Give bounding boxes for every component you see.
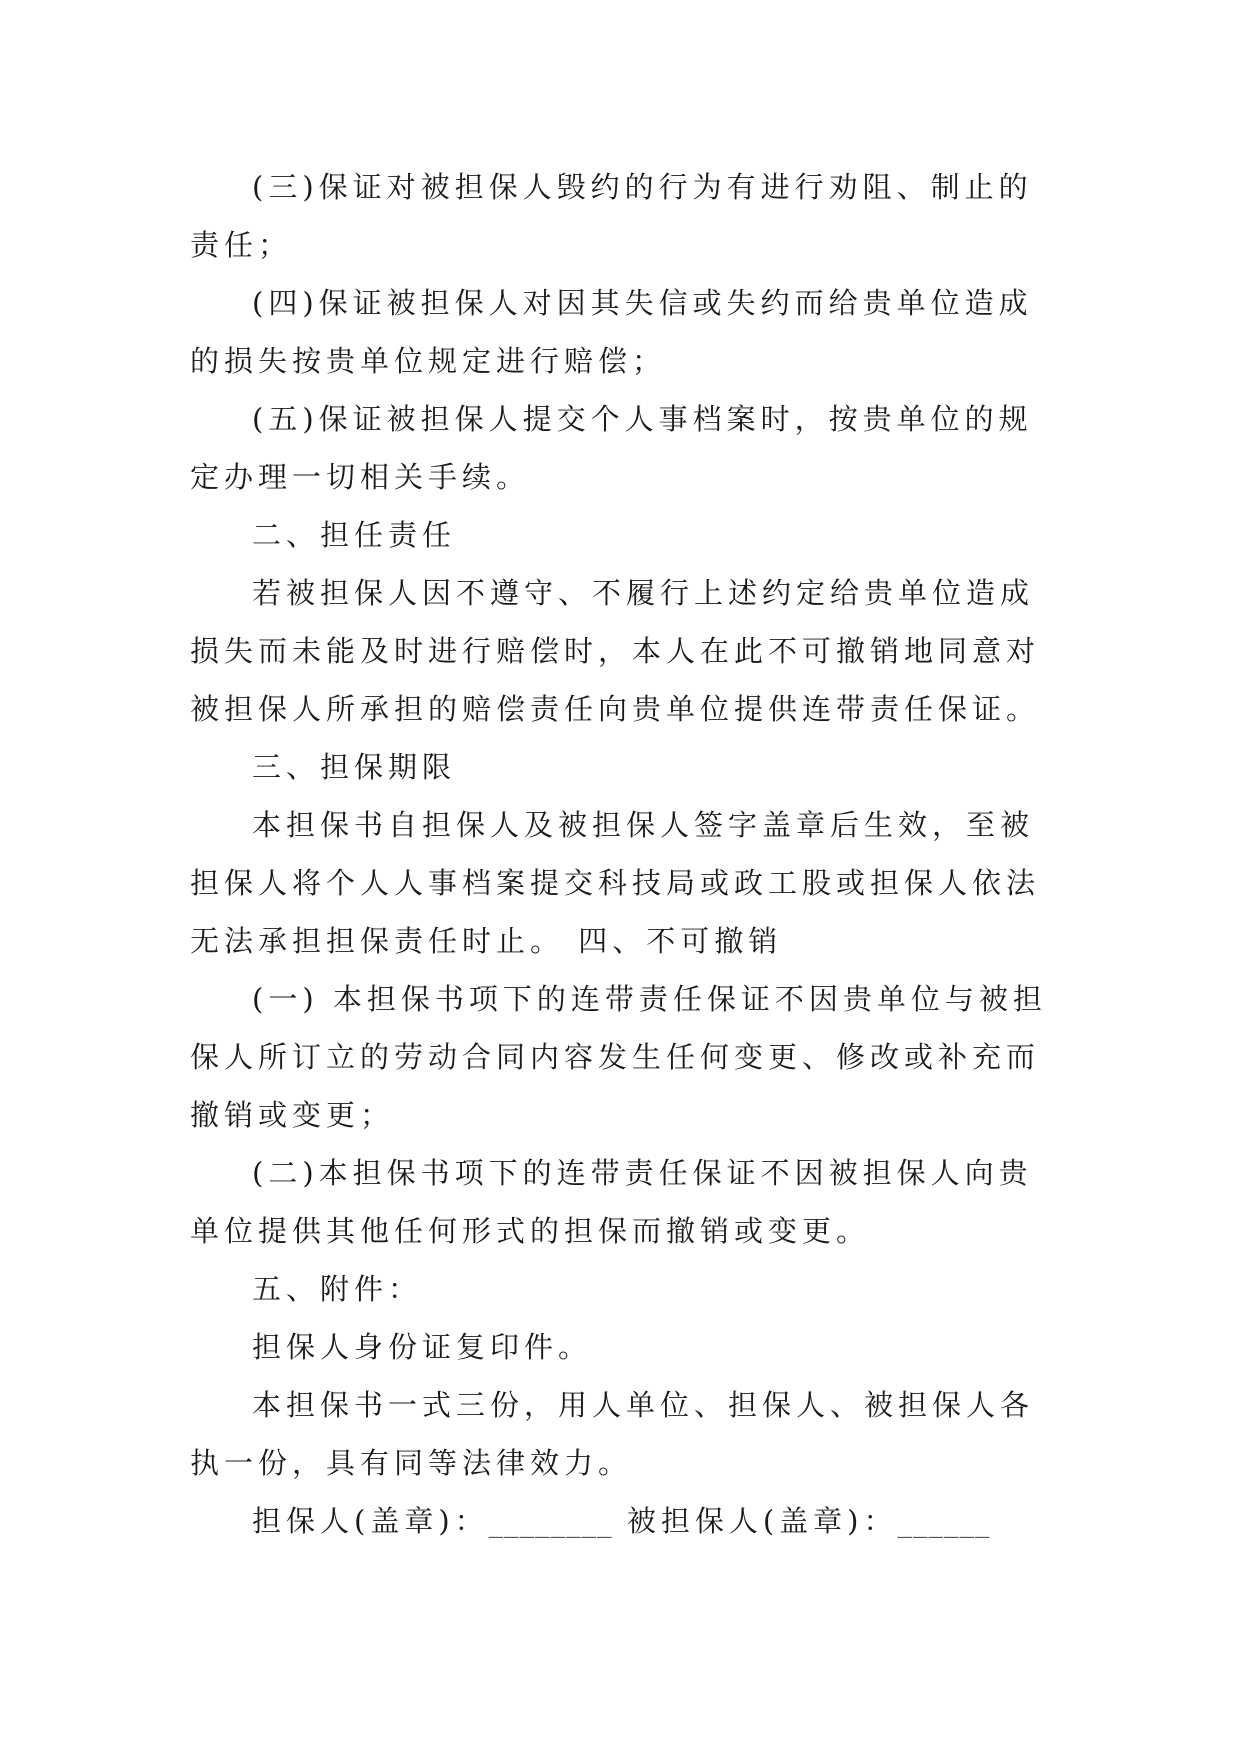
signature-line (190, 1492, 1050, 1550)
clause-three-paragraph: (三)保证对被担保人毁约的行为有进行劝阻、制止的责任； (190, 170, 1033, 262)
clause-five-paragraph: (五)保证被担保人提交个人事档案时，按贵单位的规定办理一切相关手续。 (190, 402, 1033, 494)
document-body (190, 158, 1050, 1550)
term-paragraph: 本担保书自担保人及被担保人签字盖章后生效，至被担保人将个人人事档案提交科技局或政工股或担保人依法无法承担担保责任时止。 四、不可撤销 (190, 808, 1041, 958)
responsibility-paragraph: 若被担保人因不遵守、不履行上述约定给贵单位造成损失而未能及时进行赔偿时，本人在此不可撤销地同意对被担保人所承担的赔偿责任向贵单位提供连带责任保证。 (190, 576, 1041, 726)
guaranteed-seal-label: 被担保人(盖章)： (626, 1504, 898, 1538)
guarantor-seal-blank: ________ (488, 1504, 613, 1538)
irrevocable-clause-two: (二)本担保书项下的连带责任保证不因被担保人向贵单位提供其他任何形式的担保而撤销或变更。 (190, 1156, 1033, 1248)
section-heading-responsibility: 二、担任责任 (252, 518, 457, 552)
attachment-paragraph: 担保人身份证复印件。 (252, 1330, 593, 1364)
section-heading-attachment: 五、附件： (252, 1272, 423, 1306)
section-heading-term: 三、担保期限 (252, 750, 457, 784)
guaranteed-seal-blank: ______ (897, 1504, 991, 1538)
clause-four-paragraph: (四)保证被担保人对因其失信或失约而给贵单位造成的损失按贵单位规定进行赔偿； (190, 286, 1033, 378)
signature-gap (613, 1504, 627, 1538)
irrevocable-clause-one: (一) 本担保书项下的连带责任保证不因贵单位与被担保人所订立的劳动合同内容发生任何变更、修改或补充而撤销或变更； (190, 982, 1047, 1132)
copies-paragraph: 本担保书一式三份，用人单位、担保人、被担保人各执一份，具有同等法律效力。 (190, 1388, 1035, 1480)
guarantor-seal-label: 担保人(盖章)： (252, 1504, 489, 1538)
